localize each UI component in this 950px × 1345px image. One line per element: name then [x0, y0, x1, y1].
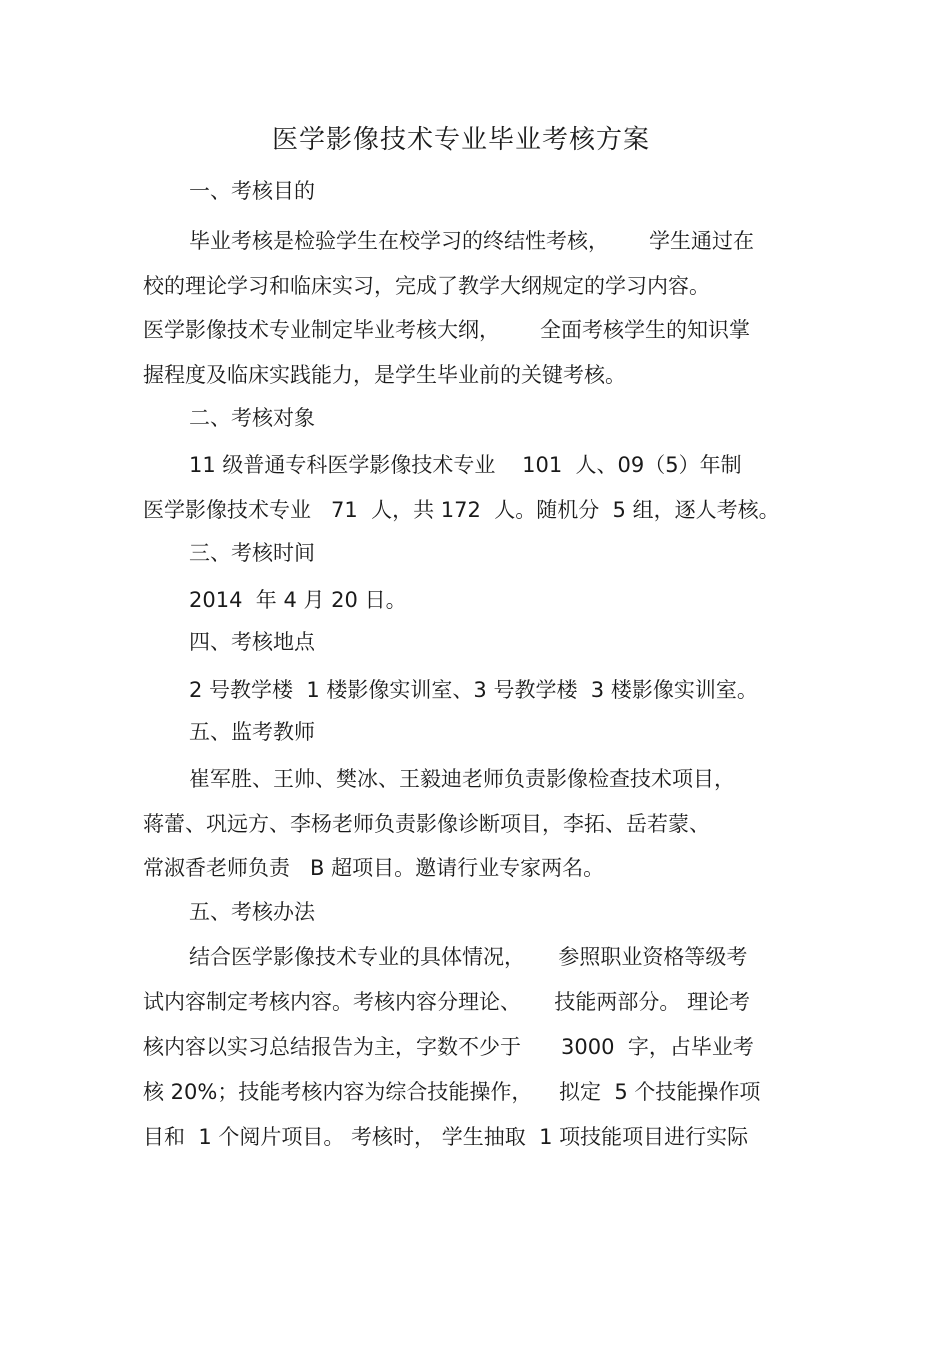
- paragraph-line: 核 20%；技能考核内容为综合技能操作， 拟定 5 个技能操作项: [143, 1080, 761, 1104]
- paragraph-line: 医学影像技术专业制定毕业考核大纲， 全面考核学生的知识掌: [143, 318, 751, 342]
- paragraph-line: 毕业考核是检验学生在校学习的终结性考核， 学生通过在: [189, 229, 755, 253]
- paragraph-line: 结合医学影像技术专业的具体情况， 参照职业资格等级考: [189, 945, 748, 969]
- paragraph-line: 校的理论学习和临床实习，完成了教学大纲规定的学习内容。: [143, 274, 710, 298]
- paragraph-line: 崔军胜、王帅、樊冰、王毅迪老师负责影像检查技术项目，: [189, 767, 735, 791]
- paragraph-line: 目和 1 个阅片项目。 考核时， 学生抽取 1 项技能项目进行实际: [143, 1125, 749, 1149]
- section-heading-location: 四、考核地点: [189, 630, 315, 654]
- paragraph-line: 11 级普通专科医学影像技术专业 101 人、09（5）年制: [189, 453, 742, 477]
- paragraph-line: 核内容以实习总结报告为主，字数不少于 3000 字，占毕业考: [143, 1035, 754, 1059]
- section-heading-time: 三、考核时间: [189, 541, 315, 565]
- section-heading-subjects: 二、考核对象: [189, 406, 315, 430]
- paragraph-line: 2014 年 4 月 20 日。: [189, 588, 407, 612]
- paragraph-line: 握程度及临床实践能力，是学生毕业前的关键考核。: [143, 363, 626, 387]
- section-heading-purpose: 一、考核目的: [189, 179, 315, 203]
- document-title: 医学影像技术专业毕业考核方案: [271, 125, 650, 155]
- section-heading-proctors: 五、监考教师: [189, 720, 315, 744]
- paragraph-line: 常淑香老师负责 B 超项目。邀请行业专家两名。: [143, 856, 605, 880]
- section-heading-method: 五、考核办法: [189, 900, 315, 924]
- paragraph-line: 2 号教学楼 1 楼影像实训室、3 号教学楼 3 楼影像实训室。: [189, 678, 758, 702]
- paragraph-line: 蒋蕾、巩远方、李杨老师负责影像诊断项目，李拓、岳若蒙、: [143, 812, 710, 836]
- paragraph-line: 试内容制定考核内容。考核内容分理论、 技能两部分。 理论考: [143, 990, 751, 1014]
- paragraph-line: 医学影像技术专业 71 人，共 172 人。随机分 5 组，逐人考核。: [143, 498, 780, 522]
